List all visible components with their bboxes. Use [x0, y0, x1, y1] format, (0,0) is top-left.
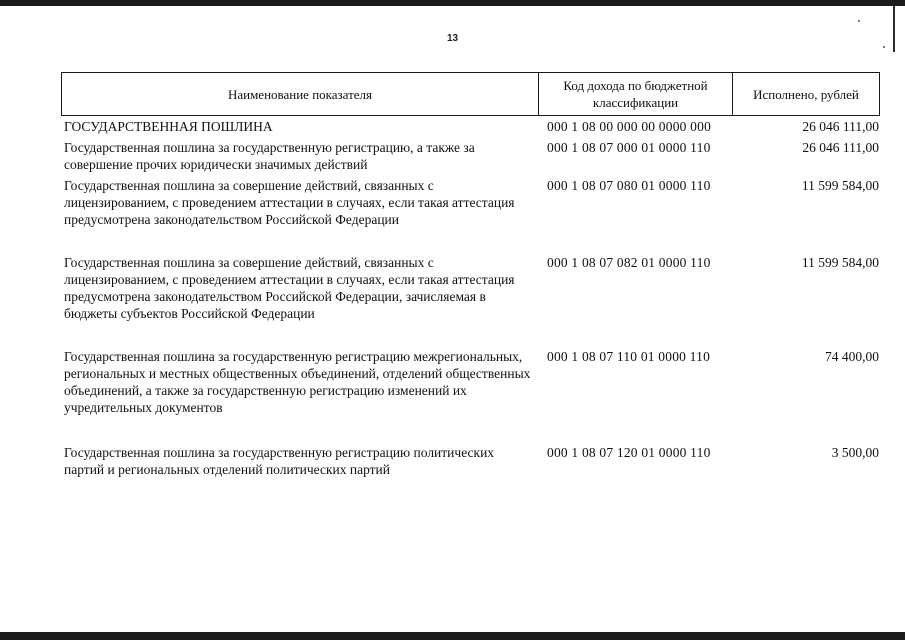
row-name: Государственная пошлина за государственную регистрацию межрегиональных, региональных и местных общественных объединений, отделений общественных объединений, а также за государственную регистрацию изменений их учредительных документов [64, 349, 531, 415]
row-executed: 26 046 111,00 [802, 119, 879, 134]
row-code: 000 1 08 07 120 01 0000 110 [547, 445, 711, 460]
row-name: Государственная пошлина за государственную регистрацию политических партий и региональных отделений политических партий [64, 445, 495, 477]
row-code: 000 1 08 07 110 01 0000 110 [547, 349, 711, 364]
row-name: Государственная пошлина за совершение действий, связанных с лицензированием, с проведением аттестации в случаях, если такая аттестация предусмотрена законодательством Российской Федерации [64, 178, 515, 227]
header-name: Наименование показателя [62, 73, 539, 115]
header-code: Код дохода по бюджетной классификации [539, 73, 733, 115]
right-scan-mark [893, 6, 895, 52]
row-executed: 74 400,00 [825, 349, 879, 364]
row-executed: 26 046 111,00 [802, 140, 879, 155]
row-executed: 11 599 584,00 [801, 255, 879, 270]
table-header [61, 72, 880, 116]
page-number: 13 [446, 33, 459, 44]
scan-speck [858, 20, 860, 22]
scan-speck [883, 46, 885, 48]
row-name: ГОСУДАРСТВЕННАЯ ПОШЛИНА [64, 119, 273, 134]
row-code: 000 1 08 00 000 00 0000 000 [547, 119, 712, 134]
row-executed: 11 599 584,00 [801, 178, 879, 193]
row-name: Государственная пошлина за совершение действий, связанных с лицензированием, с проведением аттестации в случаях, если такая аттестация предусмотрена законодательством Российской Федерации, зачисляемая в бюджеты субъектов Российской Федерации [64, 255, 515, 321]
row-name: Государственная пошлина за государственную регистрацию, а также за совершение прочих юридически значимых действий [64, 140, 475, 172]
row-executed: 3 500,00 [831, 445, 879, 460]
row-code: 000 1 08 07 082 01 0000 110 [547, 255, 711, 270]
top-scan-border [0, 0, 905, 6]
row-code: 000 1 08 07 000 01 0000 110 [547, 140, 711, 155]
bottom-scan-border [0, 632, 905, 640]
row-code: 000 1 08 07 080 01 0000 110 [547, 178, 711, 193]
header-executed: Исполнено, рублей [753, 86, 859, 102]
